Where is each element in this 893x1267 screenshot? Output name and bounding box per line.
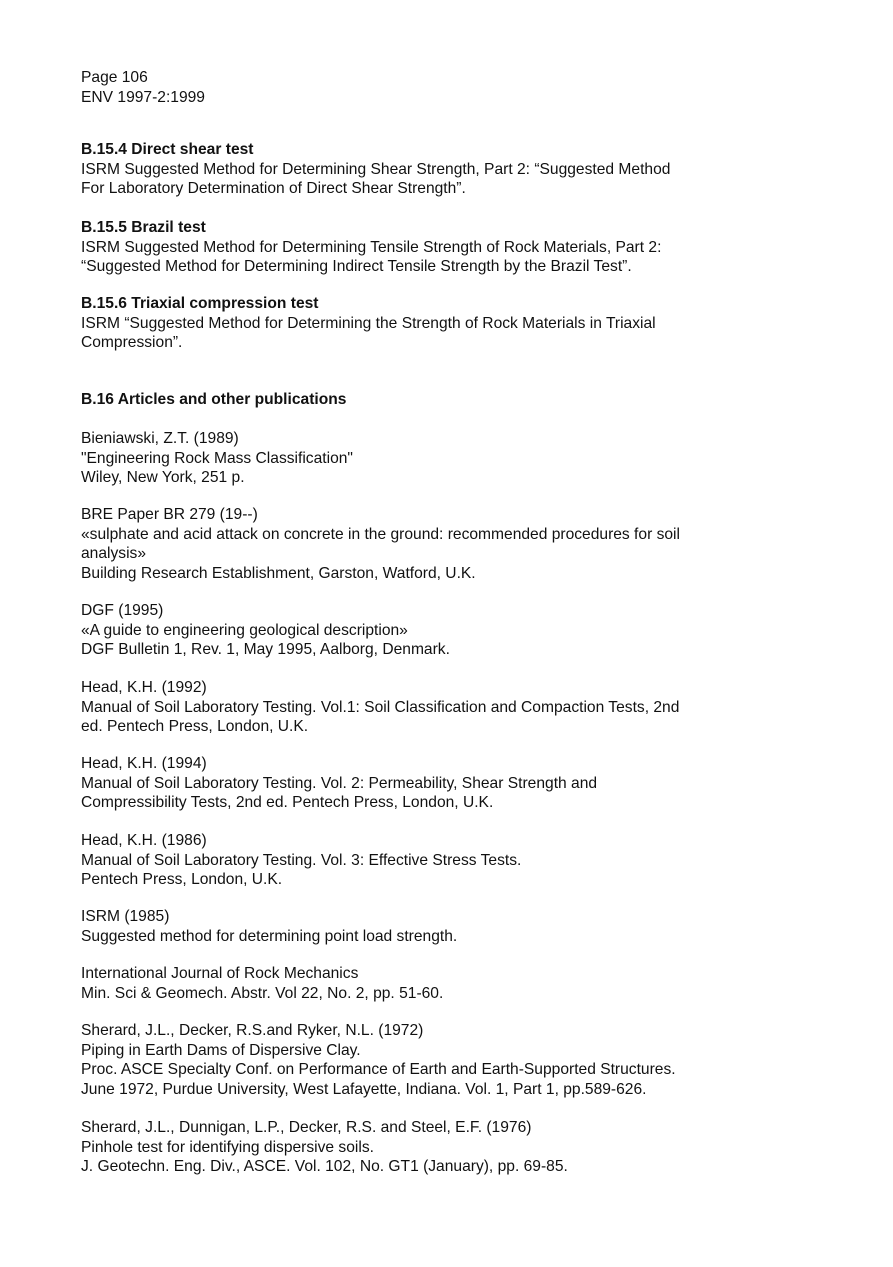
page-number: Page 106 <box>81 69 148 86</box>
page-header <box>81 68 741 107</box>
reference-line: «A guide to engineering geological description» <box>81 621 408 639</box>
reference-line: Compressibility Tests, 2nd ed. Pentech Press, London, U.K. <box>81 794 494 811</box>
reference-line: Sherard, J.L., Decker, R.S.and Ryker, N.L. (1972) <box>81 1022 424 1039</box>
reference-line: Wiley, New York, 251 p. <box>81 469 245 486</box>
reference-line: Pentech Press, London, U.K. <box>81 871 283 888</box>
reference-entry <box>81 678 741 737</box>
reference-entry <box>81 964 741 1003</box>
reference-line: June 1972, Purdue University, West Lafayette, Indiana. Vol. 1, Part 1, pp.589-626. <box>81 1080 647 1098</box>
reference-entry <box>81 831 741 890</box>
subsection-title: B.15.6 Triaxial compression test <box>81 295 319 312</box>
subsection-title: B.15.4 Direct shear test <box>81 141 254 158</box>
reference-line: Pinhole test for identifying dispersive soils. <box>81 1138 374 1156</box>
reference-line: International Journal of Rock Mechanics <box>81 965 359 982</box>
document-page <box>81 68 741 1175</box>
reference-line: BRE Paper BR 279 (19--) <box>81 506 258 523</box>
reference-entry <box>81 1021 741 1099</box>
reference-line: «sulphate and acid attack on concrete in the ground: recommended procedures for soil <box>81 525 680 543</box>
reference-line: Proc. ASCE Specialty Conf. on Performance of Earth and Earth-Supported Structures. <box>81 1061 676 1078</box>
reference-line: analysis» <box>81 545 147 562</box>
reference-entry <box>81 601 741 660</box>
standard-code: ENV 1997-2:1999 <box>81 88 205 106</box>
subsection-text-line: “Suggested Method for Determining Indirect Tensile Strength by the Brazil Test”. <box>81 258 632 275</box>
reference-line: Suggested method for determining point load strength. <box>81 927 458 945</box>
subsection-brazil-test <box>81 218 661 277</box>
reference-line: Building Research Establishment, Garston, Watford, U.K. <box>81 564 476 582</box>
reference-entry <box>81 1118 741 1177</box>
subsection-text-line: Compression”. <box>81 334 183 351</box>
reference-line: ed. Pentech Press, London, U.K. <box>81 718 309 735</box>
subsection-text-line: ISRM “Suggested Method for Determining the Strength of Rock Materials in Triaxial <box>81 314 656 332</box>
section-heading-b16: B.16 Articles and other publications <box>81 391 347 408</box>
reference-line: J. Geotechn. Eng. Div., ASCE. Vol. 102, No. GT1 (January), pp. 69-85. <box>81 1158 568 1175</box>
reference-line: Min. Sci & Geomech. Abstr. Vol 22, No. 2, pp. 51-60. <box>81 984 444 1002</box>
reference-line: DGF Bulletin 1, Rev. 1, May 1995, Aalborg, Denmark. <box>81 641 450 658</box>
subsection-title: B.15.5 Brazil test <box>81 219 206 236</box>
reference-line: "Engineering Rock Mass Classification" <box>81 449 353 467</box>
reference-line: Head, K.H. (1992) <box>81 679 207 696</box>
reference-entry <box>81 505 741 583</box>
subsection-triaxial-compression-test <box>81 294 656 353</box>
reference-line: Bieniawski, Z.T. (1989) <box>81 430 239 447</box>
reference-entry <box>81 429 741 488</box>
reference-line: ISRM (1985) <box>81 908 170 925</box>
reference-entry <box>81 907 741 946</box>
subsection-text-line: ISRM Suggested Method for Determining Shear Strength, Part 2: “Suggested Method <box>81 160 671 178</box>
subsection-text-line: For Laboratory Determination of Direct Shear Strength”. <box>81 180 466 197</box>
reference-line: Sherard, J.L., Dunnigan, L.P., Decker, R.S. and Steel, E.F. (1976) <box>81 1119 532 1136</box>
reference-entry <box>81 754 741 813</box>
reference-line: Piping in Earth Dams of Dispersive Clay. <box>81 1041 361 1059</box>
reference-line: Manual of Soil Laboratory Testing. Vol. 3: Effective Stress Tests. <box>81 851 522 869</box>
reference-line: Manual of Soil Laboratory Testing. Vol. 2: Permeability, Shear Strength and <box>81 774 598 792</box>
subsection-direct-shear-test <box>81 140 670 199</box>
reference-line: Manual of Soil Laboratory Testing. Vol.1: Soil Classification and Compaction Tests, 2nd <box>81 698 680 716</box>
reference-line: DGF (1995) <box>81 602 164 619</box>
reference-line: Head, K.H. (1994) <box>81 755 207 772</box>
reference-line: Head, K.H. (1986) <box>81 832 207 849</box>
subsection-text-line: ISRM Suggested Method for Determining Tensile Strength of Rock Materials, Part 2: <box>81 238 662 256</box>
